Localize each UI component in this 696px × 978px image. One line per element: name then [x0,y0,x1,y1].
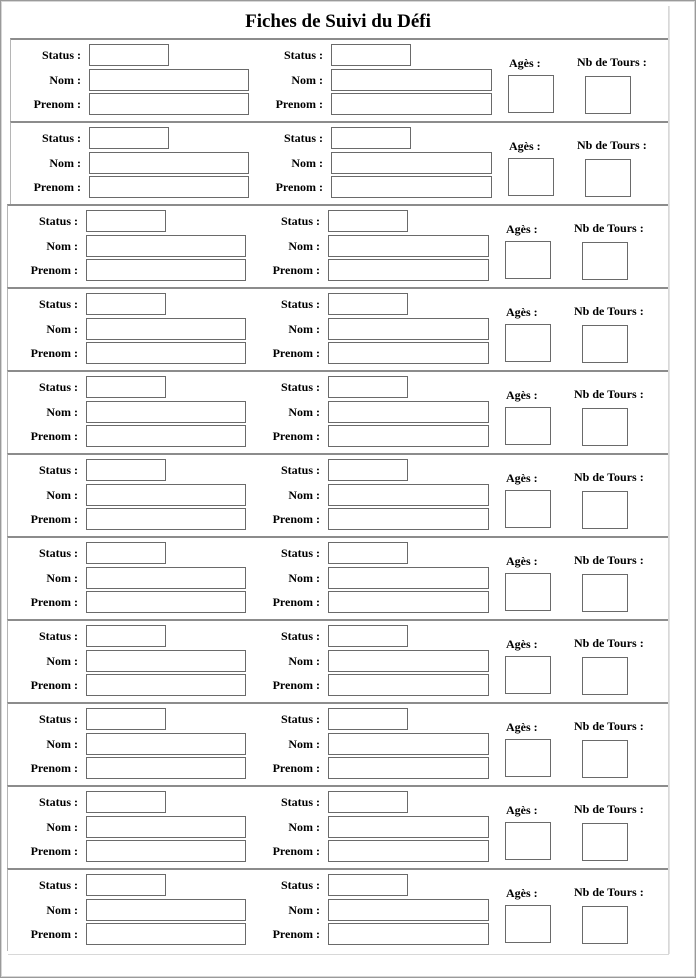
status-label-2: Status : [280,712,320,726]
status-label-1: Status : [41,48,81,62]
nom-input-1[interactable] [86,401,246,423]
status-input-1[interactable] [86,874,166,896]
tours-input[interactable] [582,740,628,778]
prenom-label-2: Prenom : [272,263,320,277]
entry-card [7,536,668,619]
page-title: Fiches de Suivi du Défi [245,11,431,32]
nom-label-2: Nom : [288,903,320,917]
nom-input-1[interactable] [86,484,246,506]
nom-label-1: Nom : [49,156,81,170]
entry-list [10,38,668,951]
nom-label-1: Nom : [46,405,78,419]
tours-label: Nb de Tours : [574,221,644,235]
nom-input-2[interactable] [328,318,489,340]
ages-input[interactable] [505,241,551,279]
nom-label-1: Nom : [46,820,78,834]
nom-label-2: Nom : [288,820,320,834]
nom-input-1[interactable] [86,899,246,921]
ages-label: Agès : [506,471,538,485]
ages-label: Agès : [506,886,538,900]
prenom-label-1: Prenom : [30,761,78,775]
entry-card [7,702,668,785]
nom-label-2: Nom : [288,239,320,253]
ages-input[interactable] [505,407,551,445]
tours-label: Nb de Tours : [574,470,644,484]
status-input-2[interactable] [328,210,408,232]
tours-input[interactable] [585,159,631,197]
status-label-2: Status : [283,48,323,62]
prenom-label-2: Prenom : [275,97,323,111]
prenom-input-1[interactable] [86,508,246,530]
prenom-input-1[interactable] [86,923,246,945]
nom-label-2: Nom : [288,654,320,668]
status-input-2[interactable] [328,625,408,647]
status-label-1: Status : [38,380,78,394]
prenom-input-1[interactable] [86,342,246,364]
tours-input[interactable] [585,76,631,114]
tours-input[interactable] [582,491,628,529]
entry-card [7,868,668,951]
nom-label-1: Nom : [46,488,78,502]
prenom-input-2[interactable] [328,923,489,945]
prenom-input-2[interactable] [328,591,489,613]
status-input-1[interactable] [86,542,166,564]
prenom-label-2: Prenom : [275,180,323,194]
nom-input-2[interactable] [328,816,489,838]
status-input-2[interactable] [328,791,408,813]
tours-label: Nb de Tours : [574,304,644,318]
ages-label: Agès : [506,222,538,236]
status-label-2: Status : [280,297,320,311]
ages-input[interactable] [508,158,554,196]
status-input-1[interactable] [89,127,169,149]
ages-label: Agès : [506,720,538,734]
prenom-input-2[interactable] [328,342,489,364]
entry-card [10,121,668,204]
prenom-label-1: Prenom : [30,263,78,277]
prenom-input-1[interactable] [86,674,246,696]
nom-input-1[interactable] [89,69,249,91]
status-input-2[interactable] [331,127,411,149]
prenom-input-2[interactable] [328,757,489,779]
nom-label-2: Nom : [288,322,320,336]
status-label-2: Status : [280,795,320,809]
prenom-input-2[interactable] [328,508,489,530]
prenom-label-1: Prenom : [30,346,78,360]
entry-card [7,287,668,370]
prenom-label-1: Prenom : [33,97,81,111]
status-input-2[interactable] [328,874,408,896]
prenom-input-2[interactable] [331,176,492,198]
prenom-label-1: Prenom : [30,512,78,526]
prenom-input-2[interactable] [328,840,489,862]
status-label-1: Status : [38,795,78,809]
ages-input[interactable] [505,822,551,860]
nom-label-1: Nom : [46,737,78,751]
status-label-2: Status : [280,878,320,892]
ages-label: Agès : [506,554,538,568]
status-input-1[interactable] [86,293,166,315]
prenom-input-2[interactable] [328,425,489,447]
nom-input-2[interactable] [328,733,489,755]
prenom-label-1: Prenom : [33,180,81,194]
prenom-input-2[interactable] [331,93,492,115]
status-input-2[interactable] [328,293,408,315]
nom-label-1: Nom : [46,571,78,585]
nom-input-1[interactable] [86,650,246,672]
nom-label-2: Nom : [288,405,320,419]
status-label-2: Status : [280,546,320,560]
ages-label: Agès : [509,139,541,153]
status-input-2[interactable] [328,376,408,398]
tours-input[interactable] [582,823,628,861]
status-label-2: Status : [280,380,320,394]
status-label-1: Status : [38,546,78,560]
prenom-input-1[interactable] [89,93,249,115]
prenom-input-1[interactable] [86,425,246,447]
status-input-2[interactable] [331,44,411,66]
ages-input[interactable] [505,324,551,362]
prenom-input-1[interactable] [86,259,246,281]
nom-input-1[interactable] [86,567,246,589]
nom-input-2[interactable] [328,650,489,672]
nom-input-2[interactable] [328,235,489,257]
status-label-1: Status : [38,712,78,726]
ages-input[interactable] [505,490,551,528]
nom-input-1[interactable] [86,816,246,838]
status-label-1: Status : [38,629,78,643]
tours-label: Nb de Tours : [577,55,647,69]
prenom-input-1[interactable] [86,591,246,613]
ages-input[interactable] [505,739,551,777]
nom-label-2: Nom : [291,73,323,87]
prenom-label-2: Prenom : [272,927,320,941]
status-label-2: Status : [280,629,320,643]
nom-label-1: Nom : [46,903,78,917]
status-input-2[interactable] [328,708,408,730]
ages-input[interactable] [505,656,551,694]
prenom-label-1: Prenom : [30,595,78,609]
ages-input[interactable] [508,75,554,113]
status-input-1[interactable] [86,625,166,647]
tours-label: Nb de Tours : [574,802,644,816]
nom-label-2: Nom : [291,156,323,170]
nom-label-2: Nom : [288,737,320,751]
prenom-label-1: Prenom : [30,678,78,692]
prenom-input-1[interactable] [89,176,249,198]
status-input-1[interactable] [89,44,169,66]
status-input-1[interactable] [86,791,166,813]
entry-card [7,204,668,287]
tours-label: Nb de Tours : [574,885,644,899]
entry-card [7,370,668,453]
prenom-input-1[interactable] [86,840,246,862]
ages-label: Agès : [506,803,538,817]
status-label-2: Status : [283,131,323,145]
tours-input[interactable] [582,325,628,363]
entry-card [7,619,668,702]
prenom-label-1: Prenom : [30,844,78,858]
prenom-label-1: Prenom : [30,429,78,443]
nom-input-1[interactable] [89,152,249,174]
prenom-label-2: Prenom : [272,512,320,526]
tours-input[interactable] [582,242,628,280]
nom-input-2[interactable] [328,484,489,506]
nom-label-1: Nom : [46,654,78,668]
prenom-label-2: Prenom : [272,678,320,692]
prenom-label-2: Prenom : [272,761,320,775]
status-label-1: Status : [38,214,78,228]
prenom-label-2: Prenom : [272,844,320,858]
nom-input-2[interactable] [331,69,492,91]
entry-card [7,785,668,868]
prenom-label-2: Prenom : [272,595,320,609]
ages-input[interactable] [505,905,551,943]
nom-label-1: Nom : [46,322,78,336]
prenom-input-2[interactable] [328,259,489,281]
prenom-input-1[interactable] [86,757,246,779]
prenom-input-2[interactable] [328,674,489,696]
tours-input[interactable] [582,657,628,695]
tours-label: Nb de Tours : [574,636,644,650]
status-input-2[interactable] [328,459,408,481]
prenom-label-2: Prenom : [272,429,320,443]
status-label-1: Status : [41,131,81,145]
tours-input[interactable] [582,408,628,446]
tours-label: Nb de Tours : [577,138,647,152]
nom-label-2: Nom : [288,488,320,502]
ages-label: Agès : [506,637,538,651]
nom-input-2[interactable] [328,567,489,589]
status-input-2[interactable] [328,542,408,564]
nom-input-1[interactable] [86,318,246,340]
status-label-2: Status : [280,463,320,477]
status-input-1[interactable] [86,459,166,481]
status-input-1[interactable] [86,708,166,730]
tours-label: Nb de Tours : [574,719,644,733]
tours-input[interactable] [582,574,628,612]
status-input-1[interactable] [86,210,166,232]
nom-label-1: Nom : [49,73,81,87]
tours-input[interactable] [582,906,628,944]
nom-input-2[interactable] [331,152,492,174]
nom-label-2: Nom : [288,571,320,585]
prenom-label-1: Prenom : [30,927,78,941]
status-label-1: Status : [38,878,78,892]
nom-input-2[interactable] [328,401,489,423]
scroll-edge [669,6,670,954]
entry-card [7,453,668,536]
prenom-label-2: Prenom : [272,346,320,360]
nom-input-2[interactable] [328,899,489,921]
tours-label: Nb de Tours : [574,553,644,567]
status-label-2: Status : [280,214,320,228]
ages-label: Agès : [506,305,538,319]
ages-label: Agès : [506,388,538,402]
form-sheet [8,6,669,955]
ages-label: Agès : [509,56,541,70]
nom-input-1[interactable] [86,733,246,755]
status-label-1: Status : [38,463,78,477]
status-label-1: Status : [38,297,78,311]
tours-label: Nb de Tours : [574,387,644,401]
entry-card [10,38,668,121]
status-input-1[interactable] [86,376,166,398]
ages-input[interactable] [505,573,551,611]
nom-label-1: Nom : [46,239,78,253]
nom-input-1[interactable] [86,235,246,257]
